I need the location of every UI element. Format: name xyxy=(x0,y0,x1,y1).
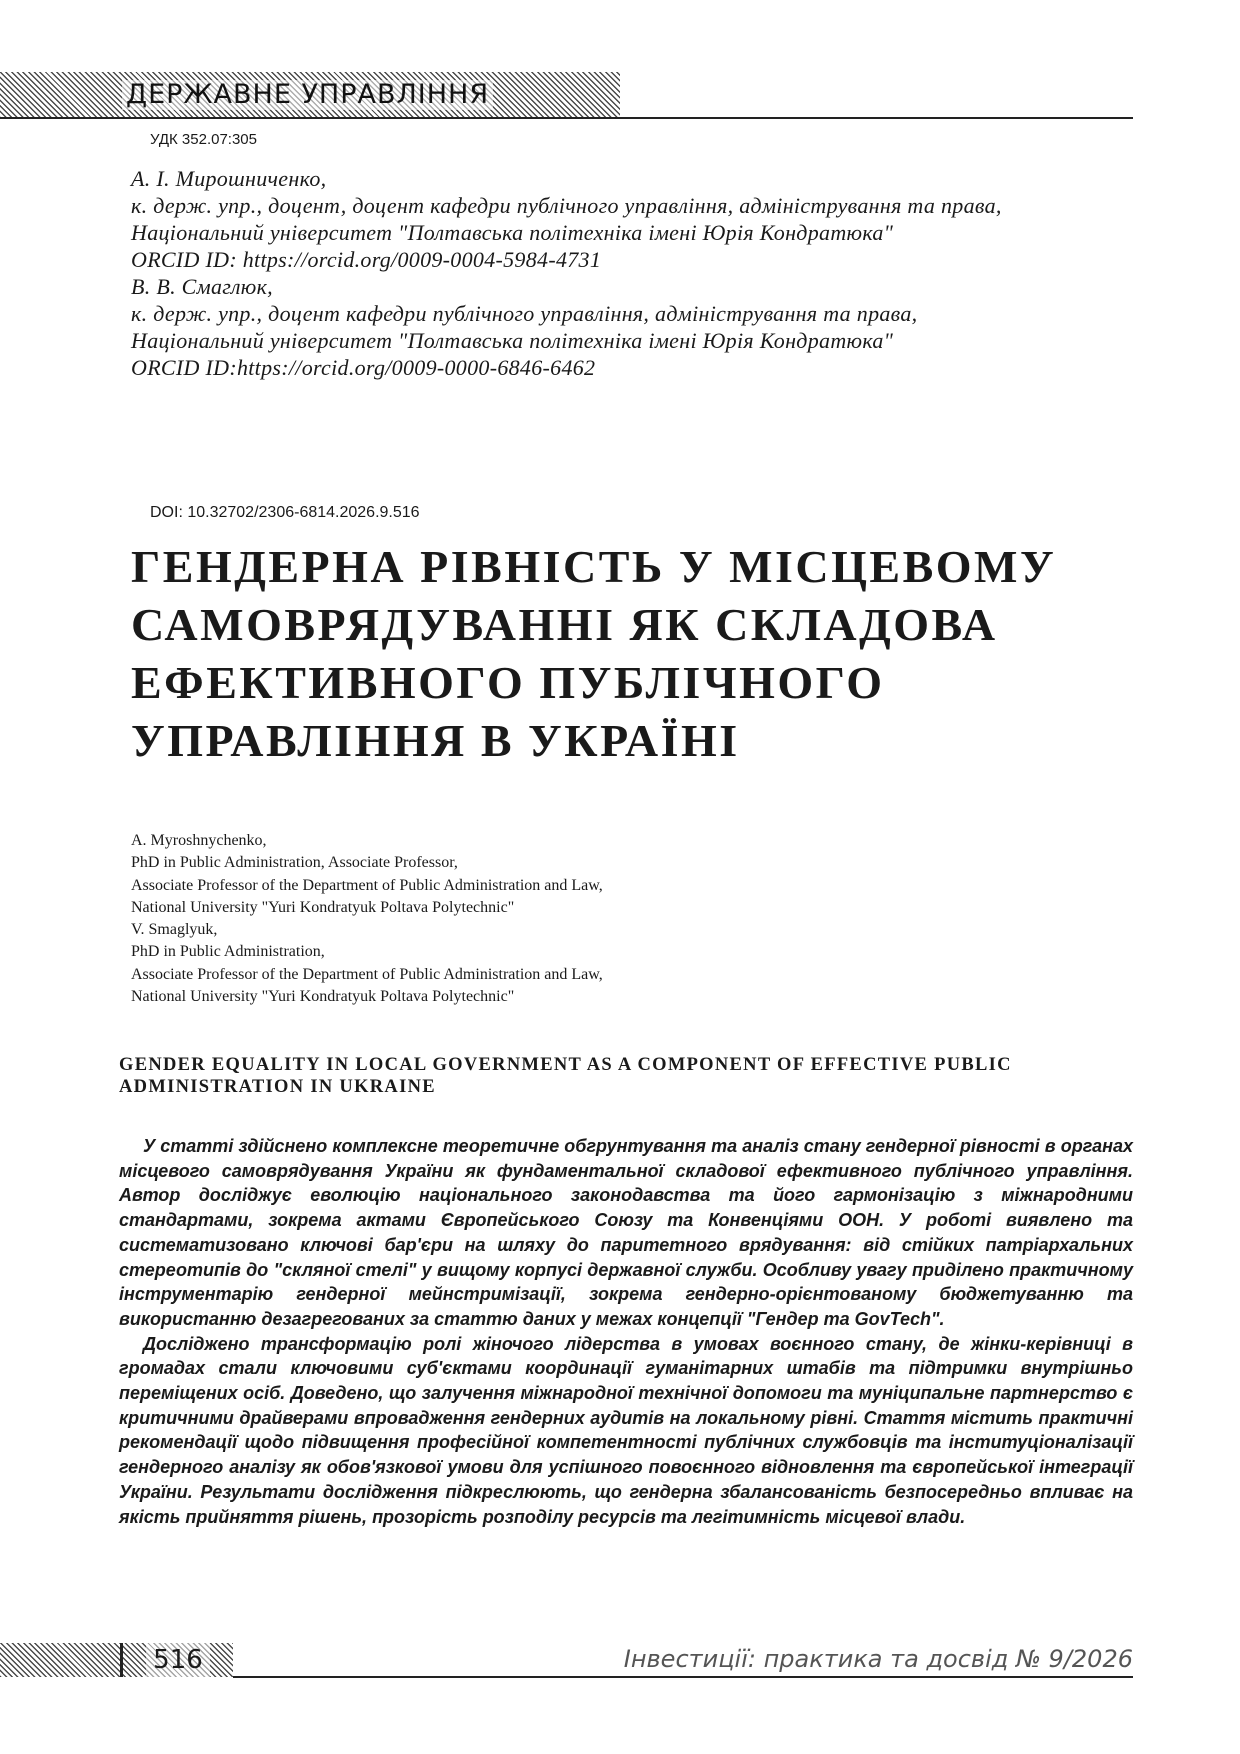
english-title: GENDER EQUALITY IN LOCAL GOVERNMENT AS A COMPONENT OF EFFECTIVE PUBLIC ADMINISTRATION IN UKRAINE xyxy=(119,1055,1012,1097)
author-line-en: Associate Professor of the Department of Public Administration and Law, xyxy=(131,876,603,894)
udk-code: УДК 352.07:305 xyxy=(150,131,257,148)
abstract xyxy=(119,1134,1133,1529)
abstract-paragraph: У статті здійснено комплексне теоретичне обгрунтування та аналіз стану гендерної рівності в органах місцевого самоврядування України як фундаментальної складової ефективного публічного управління. Автор досліджує еволюцію національного законодавства та його гармонізацію з міжнародними стандартами, зокрема актами Європейського Союзу та Конвенціями ООН. У роботі виявлено та систематизовано ключові бар'єри на шляху до паритетного врядування: від стійких патріархальних стереотипів до "скляної стелі" у вищому корпусі державної служби. Особливу увагу приділено практичному інструментарію гендерної мейнстримізації, зокрема гендерно-орієнтованому бюджетуванню та використанню дезагрегованих за статтю даних у межах концепції "Гендер та GovTech". xyxy=(119,1136,1133,1329)
author-line: В. В. Смаглюк, xyxy=(131,274,273,299)
journal-name: Інвестиції: практика та досвід № 9/2026 xyxy=(623,1645,1133,1673)
title-line: САМОВРЯДУВАННІ ЯК СКЛАДОВА xyxy=(131,599,998,650)
author-line-en: PhD in Public Administration, xyxy=(131,943,325,961)
title-line: ЕФЕКТИВНОГО ПУБЛІЧНОГО xyxy=(131,657,885,708)
author-line: Національний університет "Полтавська політехніка імені Юрія Кондратюка" xyxy=(131,328,894,353)
footer-separator xyxy=(120,1643,123,1677)
footer-rule xyxy=(233,1676,1133,1678)
title-line: УПРАВЛІННЯ В УКРАЇНІ xyxy=(131,715,740,766)
section-title: ДЕРЖАВНЕ УПРАВЛІННЯ xyxy=(122,80,493,110)
abstract-paragraph: Досліджено трансформацію ролі жіночого лідерства в умовах воєнного стану, де жінки-керівниці в громадах стали ключовими суб'єктами координації гуманітарних штабів та підтримки внутрішньо переміщених осіб. Доведено, що залучення міжнародної технічної допомоги та муніципальне партнерство є критичними драйверами впровадження гендерних аудитів на локальному рівні. Стаття містить практичні рекомендації щодо підвищення професійної компетентності публічних службовців та інституціоналізації гендерного аналізу як обов'язкової умови для успішного повоєнного відновлення та європейської інтеграції України. Результати дослідження підкреслюють, що гендерна збалансованість безпосередньо впливає на якість прийняття рішень, прозорість розподілу ресурсів та легітимність місцевої влади. xyxy=(119,1333,1133,1527)
doi: DOI: 10.32702/2306-6814.2026.9.516 xyxy=(150,504,420,521)
author-line: ORCID ID: https://orcid.org/0009-0004-5984-4731 xyxy=(131,247,602,272)
authors-ukrainian xyxy=(131,165,1131,381)
author-line: к. держ. упр., доцент, доцент кафедри публічного управління, адміністрування та права, xyxy=(131,193,1002,218)
author-line-en: PhD in Public Administration, Associate Professor, xyxy=(131,854,458,872)
author-line: ORCID ID:https://orcid.org/0009-0000-6846-6462 xyxy=(131,355,596,380)
page-number: 516 xyxy=(146,1643,210,1677)
header-rule xyxy=(0,117,1133,119)
authors-english xyxy=(131,830,1031,1008)
author-line-en: V. Smaglyuk, xyxy=(131,921,218,939)
author-line: А. І. Мирошниченко, xyxy=(131,166,327,191)
author-line: к. держ. упр., доцент кафедри публічного управління, адміністрування та права, xyxy=(131,301,918,326)
author-line-en: National University "Yuri Kondratyuk Poltava Polytechnic" xyxy=(131,988,515,1006)
article-title xyxy=(131,538,1131,770)
title-line: ГЕНДЕРНА РІВНІСТЬ У МІСЦЕВОМУ xyxy=(131,541,1057,592)
author-line: Національний університет "Полтавська політехніка імені Юрія Кондратюка" xyxy=(131,220,894,245)
author-line-en: A. Myroshnychenko, xyxy=(131,832,267,849)
author-line-en: Associate Professor of the Department of Public Administration and Law, xyxy=(131,965,603,983)
author-line-en: National University "Yuri Kondratyuk Poltava Polytechnic" xyxy=(131,898,515,916)
